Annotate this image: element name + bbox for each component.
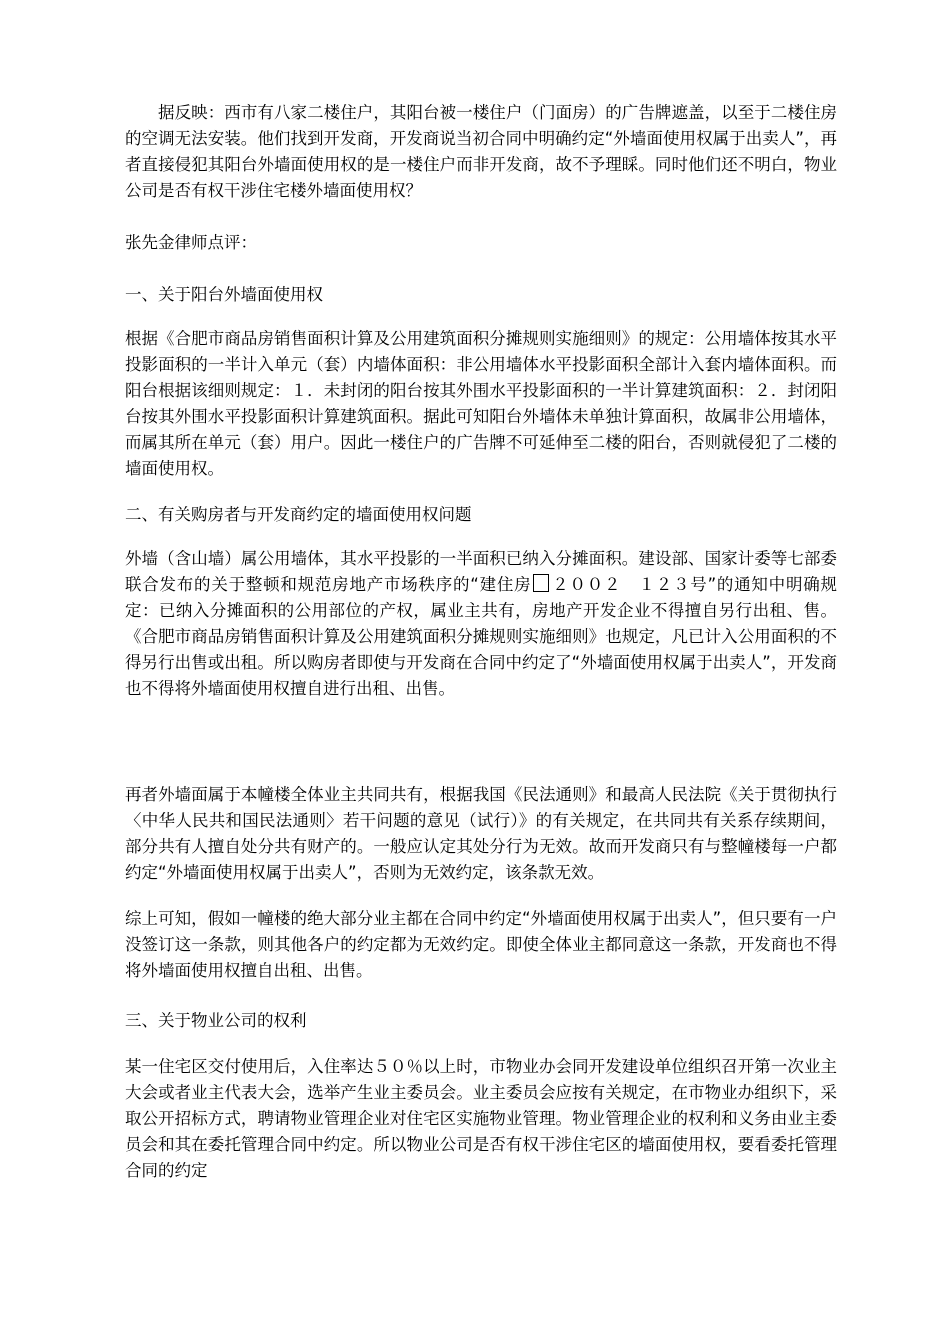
section-1-heading: 一、关于阳台外墙面使用权 [125,285,323,304]
section-3-heading: 三、关于物业公司的权利 [125,1011,307,1030]
section-1-paragraph: 根据《合肥市商品房销售面积计算及公用建筑面积分摊规则实施细则》的规定：公用墙体按其水平投影面积的一半计入单元（套）内墙体面积：非公用墙体水平投影面积全部计入套内墙体面积。而阳台根据该细则规定：１．未封闭的阳台按其外围水平投影面积的一半计算建筑面积：２．封闭阳台按其外围水平投影面积计算建筑面积。据此可知阳台外墙体未单独计算面积，故属非公用墙体，而属其所在单元（套）用户。因此一楼住户的广告牌不可延伸至二楼的阳台，否则就侵犯了二楼的墙面使用权。 [125,329,837,478]
section-2-paragraph-1-part-a: 外墙（含山墙）属公用墙体，其水平投影的一半面积已纳入分摊面积。建设部、国家计委等七部委联合发布的关于整顿和规范房地产市场秩序的“建住房 [125,549,837,594]
section-3-paragraph: 某一住宅区交付使用后，入住率达５０％以上时，市物业办会同开发建设单位组织召开第一次业主大会或者业主代表大会，选举产生业主委员会。业主委员会应按有关规定，在市物业办组织下，采取公开招标方式，聘请物业管理企业对住宅区实施物业管理。物业管理企业的权利和义务由业主委员会和其在委托管理合同中约定。所以物业公司是否有权干涉住宅区的墙面使用权，要看委托管理合同的约定 [125,1057,837,1180]
section-2-heading: 二、有关购房者与开发商约定的墙面使用权问题 [125,505,472,524]
intro-paragraph: 据反映：西市有八家二楼住户，其阳台被一楼住户（门面房）的广告牌遮盖，以至于二楼住房的空调无法安装。他们找到开发商，开发商说当初合同中明确约定“外墙面使用权属于出卖人”，再者直接侵犯其阳台外墙面使用权的是一楼住户而非开发商，故不予理睬。同时他们还不明白，物业公司是否有权干涉住宅楼外墙面使用权？ [125,103,837,200]
section-2-paragraph-2: 再者外墙面属于本幢楼全体业主共同共有，根据我国《民法通则》和最高人民法院《关于贯彻执行〈中华人民共和国民法通则〉若干问题的意见（试行）》的有关规定，在共同共有关系存续期间，部分共有人擅自处分共有财产的。一般应认定其处分行为无效。故而开发商只有与整幢楼每一户都约定“外墙面使用权属于出卖人”，否则为无效约定，该条款无效。 [125,785,837,882]
section-2-paragraph-1-part-b: ２００２ １２３号”的通知中明确规定：已纳入分摊面积的公用部位的产权，属业主共有，房地产开发企业不得擅自另行出租、售。《合肥市商品房销售面积计算及公用建筑面积分摊规则实施细则》也规定，凡已计入公用面积的不得另行出售或出租。所以购房者即使与开发商在合同中约定了“外墙面使用权属于出卖人”，开发商也不得将外墙面使用权擅自进行出租、出售。 [125,575,837,698]
section-2-paragraph-1 [125,546,837,702]
section-2-paragraph-3: 综上可知，假如一幢楼的绝大部分业主都在合同中约定“外墙面使用权属于出卖人”，但只要有一户没签订这一条款，则其他各户的约定都为无效约定。即使全体业主都同意这一条款，开发商也不得将外墙面使用权擅自出租、出售。 [125,909,837,980]
commentator-line: 张先金律师点评： [125,233,257,252]
missing-glyph-box [533,574,549,592]
